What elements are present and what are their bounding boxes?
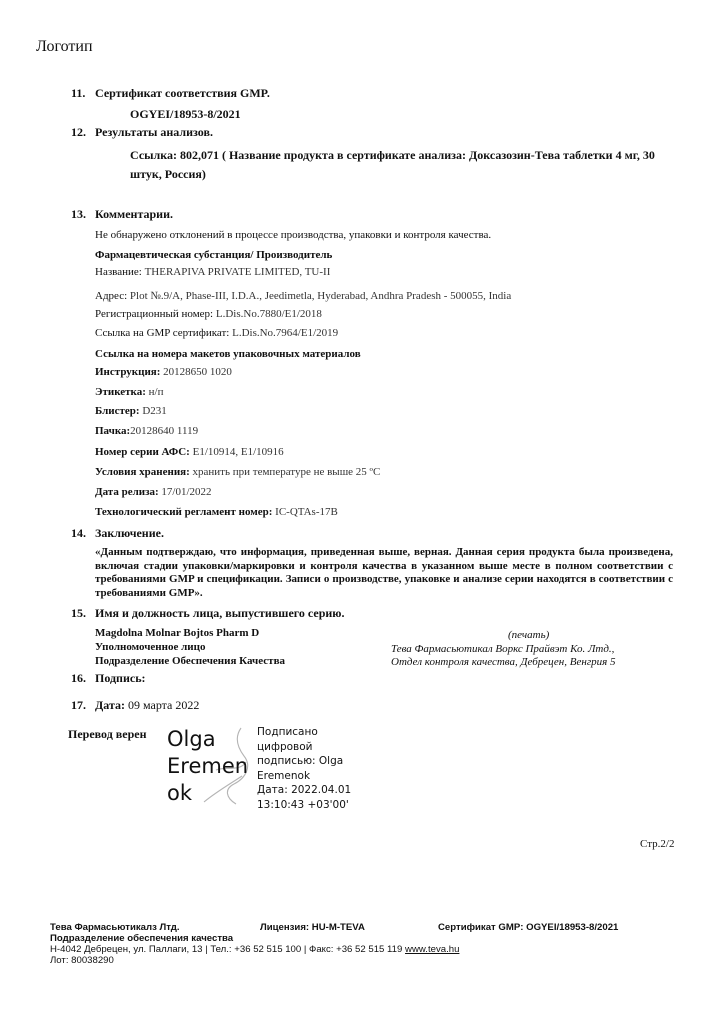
label-label: Этикетка: [95, 386, 146, 398]
footer-address: H-4042 Дебрецен, ул. Паллаги, 13 | Тел.: +36 52 515 100 | Факс: +36 52 515 119 [50, 944, 403, 955]
signer-name-line-3: ok [167, 781, 193, 805]
signature-info-line-3: подписью: Olga [257, 755, 344, 767]
box-label: Пачка: [95, 425, 131, 437]
footer-company: Тева Фармасьютикалз Лтд. [50, 922, 180, 933]
packaging-heading: Ссылка на номера макетов упаковочных материалов [95, 348, 361, 360]
digital-signature-info [257, 725, 351, 812]
gmp-reference-value: L.Dis.No.7964/E1/2019 [232, 327, 339, 339]
manufacturer-name-label: Название: [95, 266, 142, 278]
signature-info-line-6: 13:10:43 +03'00' [257, 798, 349, 811]
seal-label: (печать) [508, 629, 550, 641]
section-17-number: 17. [71, 698, 86, 712]
section-14-number: 14. [71, 526, 86, 540]
signature-info-line-4: Eremenok [257, 769, 311, 782]
date-value: 09 марта 2022 [127, 698, 200, 712]
release-date-value: 17/01/2022 [161, 486, 212, 498]
afs-series-value: E1/10914, E1/10916 [192, 446, 284, 458]
section-13-number: 13. [71, 207, 86, 221]
tech-regulation-value: IC-QTAs-17B [275, 506, 338, 518]
tech-regulation-row [95, 506, 338, 518]
box-value: 20128640 1119 [130, 425, 199, 437]
person-department: Подразделение Обеспечения Качества [95, 655, 286, 667]
instruction-value: 20128650 1020 [163, 366, 232, 378]
section-12-title: Результаты анализов. [95, 125, 213, 139]
registration-number-value: L.Dis.No.7880/E1/2018 [215, 308, 322, 320]
storage-value: хранить при температуре не выше 25 ºС [192, 466, 381, 478]
blister-label: Блистер: [95, 405, 140, 417]
date-label: Дата: [95, 698, 125, 712]
manufacturer-name-row [95, 266, 330, 278]
storage-row [95, 466, 380, 478]
signature-info-line-2: цифровой [257, 740, 313, 753]
section-14-title: Заключение. [95, 526, 164, 540]
analysis-reference-line-1: Ссылка: 802,071 ( Название продукта в сертификате анализа: Доксазозин-Тева таблетки 4 мг, 30 [130, 148, 655, 162]
release-date-row [95, 486, 212, 498]
page-number: Стр.2/2 [640, 838, 675, 850]
afs-series-label: Номер серии АФС: [95, 446, 190, 458]
registration-number-label: Регистрационный номер: [95, 308, 214, 320]
label-value: н/п [148, 386, 164, 398]
footer-gmp-certificate: Сертификат GMP: OGYEI/18953-8/2021 [438, 922, 619, 933]
footer-address-row [50, 944, 459, 955]
footer-website-link[interactable]: www.teva.hu [405, 944, 460, 955]
section-15-title: Имя и должность лица, выпустившего серию. [95, 606, 345, 620]
seal-line-1: Тева Фармасьютикал Воркс Прайвэт Ко. Лтд., [391, 643, 615, 655]
instruction-label: Инструкция: [95, 366, 161, 378]
manufacturer-address-value: Plot №.9/A, Phase-III, I.D.A., Jeedimetla, Hyderabad, Andhra Pradesh - 500055, India [129, 290, 512, 302]
signature-info-line-5: Дата: 2022.04.01 [257, 784, 352, 796]
blister-value: D231 [142, 405, 167, 417]
footer-department: Подразделение обеспечения качества [50, 933, 234, 944]
footer-license: Лицензия: HU-M-TEVA [260, 922, 365, 933]
signer-name-line-1: Olga [167, 727, 216, 751]
translation-label: Перевод верен [68, 727, 147, 741]
release-date-label: Дата релиза: [95, 486, 159, 498]
footer-lot: Лот: 80038290 [50, 955, 114, 966]
manufacturer-name-value: THERAPIVA PRIVATE LIMITED, TU-II [144, 266, 331, 278]
afs-series-row [95, 446, 284, 458]
analysis-reference-line-2: штук, Россия) [130, 167, 206, 181]
manufacturer-address-row [95, 290, 511, 302]
manufacturer-address-label: Адрес: [95, 290, 128, 302]
section-12-number: 12. [71, 125, 86, 139]
blister-row [95, 405, 167, 417]
section-11-number: 11. [71, 86, 86, 100]
registration-number-row [95, 308, 322, 320]
section-16-title: Подпись: [95, 671, 146, 685]
label-row [95, 386, 163, 398]
logo-placeholder: Логотип [36, 38, 93, 55]
tech-regulation-label: Технологический регламент номер: [95, 506, 273, 518]
conclusion-text: «Данным подтверждаю, что информация, приведенная выше, верная. Данная серия продукта была произведена, включая стадии упаковки/маркировки и контроля качества в указанном выше месте в полном соответствии с требованиями GMP и спецификации. Записи о производстве, упаковке и анализе серии находятся в соответствии с требованиями GMP». [95, 546, 673, 599]
box-row [95, 425, 198, 437]
section-11-title: Сертификат соответствия GMP. [95, 86, 270, 100]
person-role: Уполномоченное лицо [95, 641, 206, 653]
gmp-reference-label: Ссылка на GMP сертификат: [95, 327, 230, 339]
date-row [95, 698, 199, 713]
gmp-reference-row [95, 327, 338, 339]
storage-label: Условия хранения: [95, 466, 190, 478]
person-name: Magdolna Molnar Bojtos Pharm D [95, 627, 260, 639]
seal-line-2: Отдел контроля качества, Дебрецен, Венгрия 5 [391, 656, 616, 668]
gmp-certificate-number: OGYEI/18953-8/2021 [130, 107, 241, 121]
signer-name-line-2: Eremen [167, 754, 249, 778]
section-13-title: Комментарии. [95, 207, 174, 221]
no-deviation-text: Не обнаружено отклонений в процессе производства, упаковки и контроля качества. [95, 229, 492, 241]
instruction-row [95, 366, 232, 378]
section-15-number: 15. [71, 606, 86, 620]
signature-info-line-1: Подписано [257, 726, 318, 738]
substance-heading: Фармацевтическая субстанция/ Производитель [95, 249, 333, 261]
section-16-number: 16. [71, 671, 86, 685]
